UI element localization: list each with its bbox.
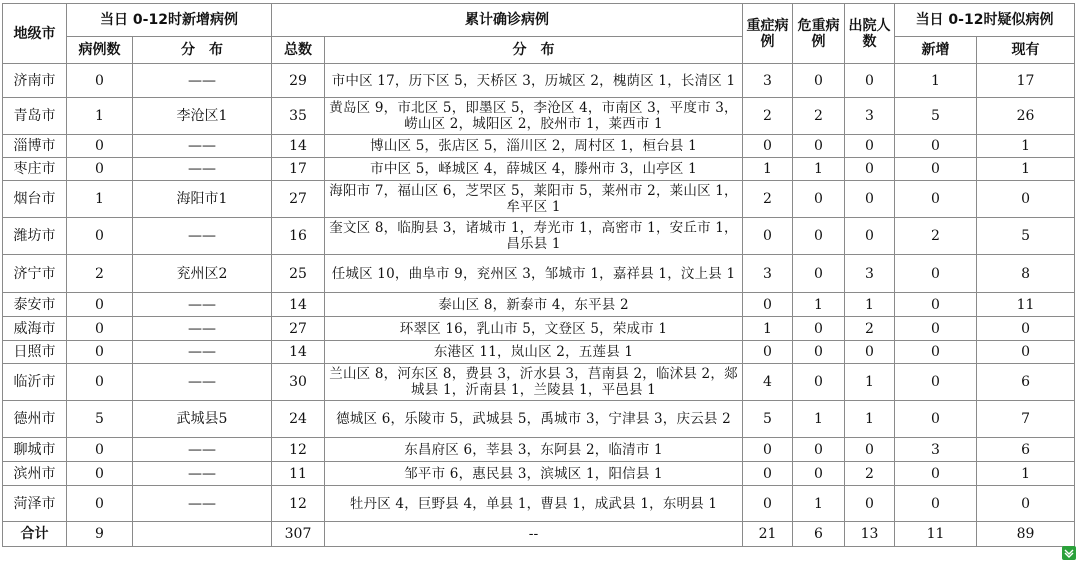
discharged-cell: 0 [845,181,895,218]
total-discharged-cell: 13 [845,522,895,547]
distribution-cell: 泰山区 8，新泰市 4，东平县 2 [325,293,743,317]
city-cell: 威海市 [3,317,67,341]
city-cell: 济宁市 [3,255,67,293]
discharged-cell: 0 [845,438,895,462]
total-distribution-cell: -- [325,522,743,547]
new-distribution-cell: —— [133,317,272,341]
critical-cell: 0 [793,218,845,255]
new-count-cell: 0 [67,364,133,401]
critical-cell: 1 [793,401,845,438]
discharged-cell: 1 [845,293,895,317]
table-row [3,158,1075,181]
critical-cell: 2 [793,98,845,135]
city-cell: 德州市 [3,401,67,438]
covid-stats-table [2,3,1075,547]
total-cell: 14 [272,293,325,317]
total-cell: 14 [272,135,325,158]
total-cell: 24 [272,401,325,438]
new-count-cell: 1 [67,181,133,218]
suspected-current-cell: 0 [977,317,1075,341]
table-row [3,293,1075,317]
critical-cell: 1 [793,158,845,181]
suspected-current-cell: 1 [977,158,1075,181]
new-distribution-cell: 武城县5 [133,401,272,438]
total-cell: 35 [272,98,325,135]
suspected-current-cell: 0 [977,181,1075,218]
discharged-cell: 0 [845,486,895,522]
suspected-new-cell: 5 [895,98,977,135]
city-cell: 日照市 [3,341,67,364]
header-discharged: 出院人数 [845,4,895,64]
new-count-cell: 0 [67,341,133,364]
table-row [3,438,1075,462]
new-distribution-cell: —— [133,293,272,317]
discharged-cell: 2 [845,317,895,341]
discharged-cell: 1 [845,401,895,438]
distribution-cell: 博山区 5，张店区 5，淄川区 2，周村区 1，桓台县 1 [325,135,743,158]
suspected-current-cell: 1 [977,462,1075,486]
suspected-new-cell: 0 [895,462,977,486]
distribution-cell: 市中区 5，峄城区 4，薛城区 4，滕州市 3，山亭区 1 [325,158,743,181]
suspected-new-cell: 0 [895,255,977,293]
table-row [3,401,1075,438]
header-cumulative-distribution: 分 布 [325,37,743,64]
critical-cell: 0 [793,364,845,401]
city-cell: 淄博市 [3,135,67,158]
chevron-down-icon[interactable] [1062,546,1076,560]
total-suspected-new-cell: 11 [895,522,977,547]
total-new-count-cell: 9 [67,522,133,547]
distribution-cell: 东港区 11，岚山区 2，五莲县 1 [325,341,743,364]
critical-cell: 0 [793,317,845,341]
new-count-cell: 2 [67,255,133,293]
total-row [3,522,1075,547]
suspected-new-cell: 0 [895,181,977,218]
distribution-cell: 邹平市 6，惠民县 3，滨城区 1，阳信县 1 [325,462,743,486]
suspected-current-cell: 0 [977,486,1075,522]
total-label-cell: 合计 [3,522,67,547]
suspected-new-cell: 1 [895,64,977,98]
severe-cell: 2 [743,98,793,135]
city-cell: 滨州市 [3,462,67,486]
total-severe-cell: 21 [743,522,793,547]
severe-cell: 0 [743,438,793,462]
suspected-new-cell: 0 [895,401,977,438]
severe-cell: 5 [743,401,793,438]
severe-cell: 4 [743,364,793,401]
table-row [3,486,1075,522]
header-suspected-group: 当日 0-12时疑似病例 [895,4,1075,37]
new-count-cell: 5 [67,401,133,438]
suspected-current-cell: 8 [977,255,1075,293]
critical-cell: 0 [793,255,845,293]
table-row [3,98,1075,135]
suspected-current-cell: 17 [977,64,1075,98]
distribution-cell: 德城区 6，乐陵市 5，武城县 5，禹城市 3，宁津县 3，庆云县 2 [325,401,743,438]
distribution-cell: 海阳市 7，福山区 6，芝罘区 5，莱阳市 5，莱州市 2，莱山区 1，牟平区 1 [325,181,743,218]
total-suspected-current-cell: 89 [977,522,1075,547]
new-count-cell: 0 [67,438,133,462]
total-cell: 25 [272,255,325,293]
total-cell: 12 [272,438,325,462]
severe-cell: 2 [743,181,793,218]
total-critical-cell: 6 [793,522,845,547]
table-row [3,64,1075,98]
table-row [3,317,1075,341]
total-total-cell: 307 [272,522,325,547]
header-cumulative-group: 累计确诊病例 [272,4,743,37]
new-count-cell: 0 [67,462,133,486]
distribution-cell: 牡丹区 4，巨野县 4，单县 1，曹县 1，成武县 1，东明县 1 [325,486,743,522]
new-distribution-cell: —— [133,218,272,255]
new-count-cell: 0 [67,486,133,522]
total-cell: 14 [272,341,325,364]
suspected-current-cell: 26 [977,98,1075,135]
new-distribution-cell: —— [133,438,272,462]
suspected-current-cell: 0 [977,341,1075,364]
distribution-cell: 黄岛区 9，市北区 5，即墨区 5，李沧区 4，市南区 3，平度市 3，崂山区 2，城阳区 2，胶州市 1，莱西市 1 [325,98,743,135]
total-cell: 17 [272,158,325,181]
discharged-cell: 3 [845,255,895,293]
new-count-cell: 0 [67,135,133,158]
new-distribution-cell: 海阳市1 [133,181,272,218]
suspected-new-cell: 0 [895,135,977,158]
discharged-cell: 0 [845,218,895,255]
table-row [3,341,1075,364]
new-count-cell: 0 [67,64,133,98]
suspected-new-cell: 0 [895,293,977,317]
critical-cell: 0 [793,181,845,218]
total-cell: 27 [272,181,325,218]
critical-cell: 0 [793,462,845,486]
severe-cell: 1 [743,317,793,341]
discharged-cell: 0 [845,135,895,158]
severe-cell: 0 [743,486,793,522]
suspected-new-cell: 0 [895,317,977,341]
total-new-distribution-cell [133,522,272,547]
header-new-distribution: 分 布 [133,37,272,64]
discharged-cell: 3 [845,98,895,135]
suspected-current-cell: 5 [977,218,1075,255]
new-distribution-cell: —— [133,486,272,522]
suspected-current-cell: 7 [977,401,1075,438]
new-distribution-cell: —— [133,158,272,181]
suspected-new-cell: 0 [895,486,977,522]
new-distribution-cell: —— [133,64,272,98]
new-distribution-cell: 李沧区1 [133,98,272,135]
header-new-group: 当日 0-12时新增病例 [67,4,272,37]
suspected-new-cell: 0 [895,341,977,364]
discharged-cell: 0 [845,341,895,364]
city-cell: 潍坊市 [3,218,67,255]
critical-cell: 0 [793,64,845,98]
critical-cell: 0 [793,341,845,364]
header-cumulative-total: 总数 [272,37,325,64]
table-row [3,218,1075,255]
header-suspected-new: 新增 [895,37,977,64]
header-critical: 危重病例 [793,4,845,64]
severe-cell: 0 [743,462,793,486]
suspected-new-cell: 0 [895,158,977,181]
new-count-cell: 0 [67,293,133,317]
discharged-cell: 0 [845,158,895,181]
suspected-current-cell: 11 [977,293,1075,317]
city-cell: 泰安市 [3,293,67,317]
header-new-count: 病例数 [67,37,133,64]
distribution-cell: 环翠区 16，乳山市 5，文登区 5，荣成市 1 [325,317,743,341]
new-count-cell: 0 [67,317,133,341]
table-row [3,462,1075,486]
suspected-current-cell: 1 [977,135,1075,158]
total-cell: 29 [272,64,325,98]
severe-cell: 0 [743,135,793,158]
discharged-cell: 0 [845,64,895,98]
table-row [3,255,1075,293]
suspected-new-cell: 3 [895,438,977,462]
city-cell: 枣庄市 [3,158,67,181]
distribution-cell: 东昌府区 6，莘县 3，东阿县 2，临清市 1 [325,438,743,462]
distribution-cell: 奎文区 8，临朐县 3，诸城市 1，寿光市 1，高密市 1，安丘市 1，昌乐县 1 [325,218,743,255]
suspected-current-cell: 6 [977,364,1075,401]
new-count-cell: 1 [67,98,133,135]
suspected-new-cell: 0 [895,364,977,401]
severe-cell: 3 [743,64,793,98]
total-cell: 11 [272,462,325,486]
critical-cell: 1 [793,293,845,317]
distribution-cell: 市中区 17，历下区 5，天桥区 3，历城区 2，槐荫区 1，长清区 1 [325,64,743,98]
city-cell: 济南市 [3,64,67,98]
severe-cell: 0 [743,218,793,255]
suspected-current-cell: 6 [977,438,1075,462]
header-severe: 重症病例 [743,4,793,64]
suspected-new-cell: 2 [895,218,977,255]
critical-cell: 1 [793,486,845,522]
severe-cell: 3 [743,255,793,293]
table-row [3,364,1075,401]
city-cell: 青岛市 [3,98,67,135]
discharged-cell: 2 [845,462,895,486]
total-cell: 16 [272,218,325,255]
new-distribution-cell: —— [133,341,272,364]
table-row [3,135,1075,158]
total-cell: 30 [272,364,325,401]
table-row [3,181,1075,218]
new-distribution-cell: —— [133,364,272,401]
new-distribution-cell: —— [133,462,272,486]
critical-cell: 0 [793,135,845,158]
distribution-cell: 任城区 10，曲阜市 9，兖州区 3，邹城市 1，嘉祥县 1，汶上县 1 [325,255,743,293]
city-cell: 菏泽市 [3,486,67,522]
distribution-cell: 兰山区 8，河东区 8，费县 3，沂水县 3，莒南县 2，临沭县 2，郯城县 1，沂南县 1，兰陵县 1，平邑县 1 [325,364,743,401]
new-distribution-cell: 兖州区2 [133,255,272,293]
new-count-cell: 0 [67,218,133,255]
header-suspected-current: 现有 [977,37,1075,64]
discharged-cell: 1 [845,364,895,401]
severe-cell: 0 [743,293,793,317]
city-cell: 烟台市 [3,181,67,218]
severe-cell: 0 [743,341,793,364]
header-city: 地级市 [3,4,67,64]
city-cell: 聊城市 [3,438,67,462]
critical-cell: 0 [793,438,845,462]
total-cell: 12 [272,486,325,522]
city-cell: 临沂市 [3,364,67,401]
chevron-down-icon-glyph [1064,548,1074,558]
new-count-cell: 0 [67,158,133,181]
new-distribution-cell: —— [133,135,272,158]
total-cell: 27 [272,317,325,341]
severe-cell: 1 [743,158,793,181]
